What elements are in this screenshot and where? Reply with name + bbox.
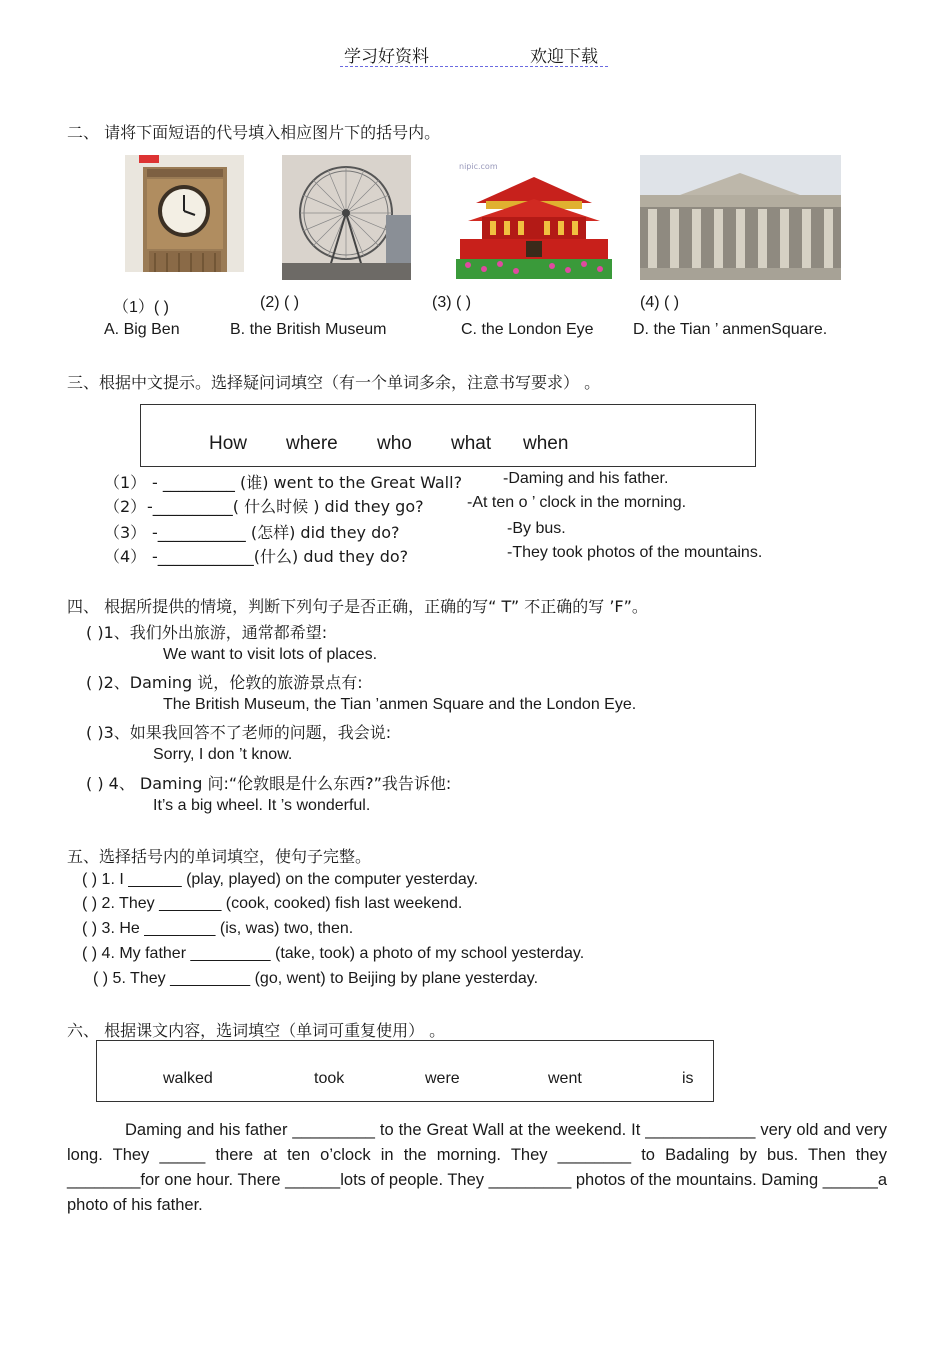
section-3-title: 三、根据中文提示。选择疑问词填空（有一个单词多余，注意书写要求） 。: [67, 373, 601, 392]
fill-item-4: ( ) 4. My father _________ (take, took) a photo of my school yesterday.: [82, 945, 585, 962]
q3-2-num: （2）: [104, 497, 147, 516]
blank-1: （1）( ): [113, 299, 170, 316]
page-header: [340, 42, 608, 67]
tf-3-question: ( )3、如果我回答不了老师的问题，我会说:: [86, 723, 392, 742]
tf-3-sentence: Sorry, I don ’t know.: [153, 746, 293, 763]
q3-4-answer: -They took photos of the mountains.: [507, 544, 763, 561]
big-ben-image: [125, 155, 244, 272]
q3-1-answer: -Daming and his father.: [503, 470, 669, 487]
option-a: A. Big Ben: [104, 321, 180, 338]
blank-4: (4) ( ): [640, 294, 680, 311]
section-4-title: 四、 根据所提供的情境，判断下列句子是否正确，正确的写“ T” 不正确的写 ’F”。: [67, 597, 648, 616]
tf-4-question: ( ) 4、 Daming 问:“伦敦眼是什么东西?”我告诉他:: [86, 774, 452, 793]
q3-2-question: -__________( 什么时候 ) did they go?: [147, 497, 424, 516]
option-b: B. the British Museum: [230, 321, 387, 338]
tf-1-question: ( )1、我们外出旅游，通常都希望:: [86, 623, 328, 642]
option-c: C. the London Eye: [461, 321, 594, 338]
tf-2-question: ( )2、Daming 说，伦敦的旅游景点有:: [86, 673, 363, 692]
blank-3: (3) ( ): [432, 294, 472, 311]
blank-2: (2) ( ): [260, 294, 300, 311]
fill-item-2: ( ) 2. They _______ (cook, cooked) fish last weekend.: [82, 895, 463, 912]
header-left: 学习好资料: [344, 47, 429, 67]
word-is: is: [682, 1070, 694, 1087]
svg-text:nipic.com: nipic.com: [459, 162, 498, 171]
tiananmen-image: [456, 155, 612, 279]
section-6-title: 六、 根据课文内容，选词填空（单词可重复使用） 。: [67, 1021, 446, 1040]
tf-4-sentence: It’s a big wheel. It ’s wonderful.: [153, 797, 371, 814]
section-5-title: 五、选择括号内的单词填空，使句子完整。: [67, 847, 372, 866]
q3-3-question: -___________ (怎样) did they do?: [152, 523, 400, 542]
q3-3-num: （3）: [104, 523, 147, 542]
q3-2-answer: -At ten o ’ clock in the morning.: [467, 494, 687, 511]
word-what: what: [451, 433, 492, 454]
word-who: who: [377, 433, 412, 454]
word-when: when: [523, 433, 569, 454]
word-where: where: [286, 433, 338, 454]
q3-1-num: （1）: [104, 473, 147, 492]
word-bank-3: [140, 404, 756, 467]
word-walked: walked: [163, 1070, 213, 1087]
q3-1-question: - _________ (谁) went to the Great Wall?: [152, 473, 463, 492]
passage: Daming and his father _________ to the Great Wall at the weekend. It ____________ very old and very long. They _____ there at ten o’clock in the morning. They ________ to Badaling by bus. Then they ________for one hour. There ______lots of people. They _________ photos of the mountains. Daming ______a photo of his father.: [67, 1121, 887, 1214]
london-eye-image: [282, 155, 411, 280]
word-took: took: [314, 1070, 345, 1087]
option-d: D. the Tian ’ anmenSquare.: [633, 321, 828, 338]
section-2-title: 二、 请将下面短语的代号填入相应图片下的括号内。: [67, 123, 441, 142]
word-went: went: [548, 1070, 582, 1087]
fill-item-5: ( ) 5. They _________ (go, went) to Beijing by plane yesterday.: [93, 970, 539, 987]
british-museum-image: [640, 155, 841, 280]
tf-2-sentence: The British Museum, the Tian ’anmen Square and the London Eye.: [163, 696, 637, 713]
word-bank-6: [96, 1040, 714, 1102]
q3-4-question: -____________(什么) dud they do?: [152, 547, 409, 566]
q3-4-num: （4）: [104, 547, 147, 566]
header-right: 欢迎下载: [530, 47, 598, 67]
word-were: were: [425, 1070, 460, 1087]
q3-3-answer: -By bus.: [507, 520, 566, 537]
tf-1-sentence: We want to visit lots of places.: [163, 646, 378, 663]
fill-item-1: ( ) 1. I ______ (play, played) on the computer yesterday.: [82, 871, 479, 888]
fill-item-3: ( ) 3. He ________ (is, was) two, then.: [82, 920, 354, 937]
word-how: How: [209, 433, 248, 454]
